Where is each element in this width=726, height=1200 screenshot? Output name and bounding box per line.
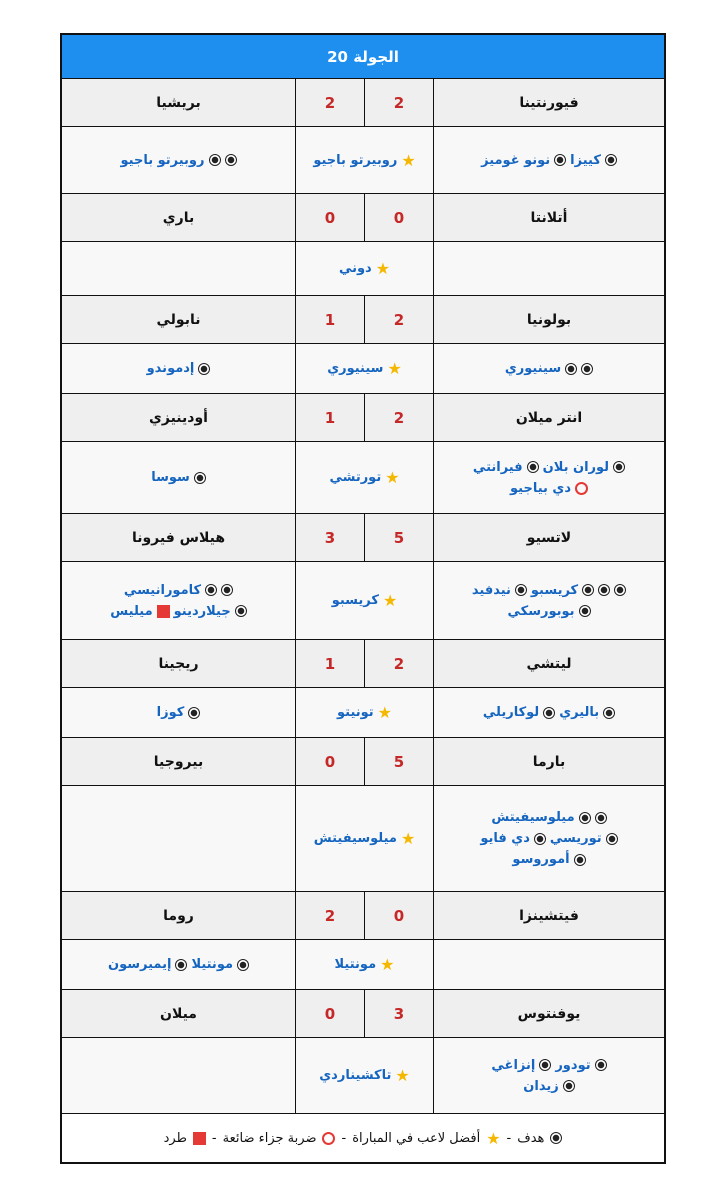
detail-row [62,127,664,194]
star-icon: ★ [380,955,395,974]
legend-sep: - [506,1130,512,1146]
mvp-name: روبيرتو باجيو [313,152,398,168]
ball-icon [198,363,210,375]
star-icon: ★ [382,591,398,610]
event-line [121,153,237,168]
event-line [108,957,249,972]
red-card-icon [193,1132,206,1145]
score-row [62,990,664,1038]
player-name: توريسي [549,831,602,846]
mvp-line [339,259,390,278]
mvp-name: تورتشي [329,470,382,485]
legend-red-card: طرد [163,1130,187,1146]
away-scorers [62,562,295,639]
player-name: زيدان [523,1078,559,1094]
away-scorers [62,688,295,737]
red-card-icon [157,605,170,618]
mvp-name: سينيوري [327,361,384,376]
player-name: نونو غوميز [481,152,551,168]
away-goals: 1 [295,296,364,343]
ball-icon [574,854,586,866]
star-icon: ★ [401,150,416,170]
away-team: ريجينا [158,655,199,672]
event-line [481,153,617,168]
away-team: أودينيزي [149,409,208,426]
player-name: نيدفيد [471,582,511,598]
player-name: دي فايو [480,831,530,846]
star-icon: ★ [377,703,393,722]
home-team: يوفنتوس [433,990,664,1037]
away-team: بريشيا [156,94,201,111]
mvp-line [314,829,416,848]
home-team: انتر ميلان [433,394,664,441]
away-goals: 1 [295,394,364,441]
star-icon: ★ [395,1066,410,1085]
event-line [491,810,606,825]
round-title: الجولة 20 [62,35,664,79]
ball-icon [534,833,546,845]
player-name: باليري [559,705,600,720]
mvp-cell [295,442,433,513]
legend-mvp: أفضل لاعب في المباراة [352,1130,481,1146]
player-name: جيلاردينو [173,603,231,619]
mvp-cell [295,1038,433,1113]
mvp-name: ميلوسيفيتش [313,831,397,846]
event-line [157,705,201,720]
player-name: إيميرسون [107,957,172,972]
home-team: أتلانتا [433,194,664,241]
event-line [151,470,206,485]
away-team: روما [163,907,194,924]
away-team: باري [162,209,195,226]
event-line [473,460,625,475]
away-goals: 2 [295,79,364,126]
mvp-line [329,468,399,487]
away-goals: 0 [295,194,364,241]
player-name: أموروسو [512,852,570,867]
mvp-name: مونتيلا [334,957,377,972]
home-goals: 5 [364,514,433,561]
home-scorers [433,242,664,295]
legend-missed-penalty: ضربة جزاء ضائعة [222,1130,317,1146]
ball-icon [237,959,249,971]
home-scorers [433,688,664,737]
event-line [483,705,615,720]
home-team: فيورنتينا [433,79,664,126]
score-row [62,394,664,442]
ball-icon [205,584,217,596]
detail-row [62,562,664,640]
player-name: ميليس [110,603,153,619]
home-scorers [433,940,664,989]
ball-icon [515,584,527,596]
mvp-cell [295,127,433,193]
ball-icon [543,707,555,719]
ball-icon [595,812,607,824]
mvp-cell [295,242,433,295]
event-line [491,1058,606,1073]
mvp-cell [295,786,433,891]
event-line [147,361,211,376]
away-team: نابولي [156,311,201,328]
home-scorers [433,1038,664,1113]
ball-icon [209,154,221,166]
star-icon: ★ [400,829,416,848]
player-name: تودور [555,1057,591,1073]
away-scorers [62,242,295,295]
home-team: بارما [433,738,664,785]
ball-icon [527,461,539,473]
away-scorers [62,786,295,891]
star-icon: ★ [385,468,400,487]
mvp-cell [295,344,433,393]
away-scorers [62,442,295,513]
mvp-cell [295,940,433,989]
home-scorers [433,442,664,513]
ball-icon [175,959,187,971]
mvp-line [335,955,395,974]
event-line [505,361,593,376]
ball-icon [582,584,594,596]
player-name: سوسا [151,470,190,485]
round-table [60,33,666,1164]
player-name: سينيوري [504,361,562,376]
player-name: إنزاغي [491,1057,536,1073]
mvp-line [327,359,402,378]
score-row [62,892,664,940]
away-scorers [62,1038,295,1113]
event-line [124,583,233,598]
event-line [472,583,626,598]
mvp-name: تونيتو [336,705,374,720]
score-row [62,738,664,786]
detail-row [62,1038,664,1114]
away-team: ميلان [160,1005,197,1022]
home-goals: 2 [364,79,433,126]
score-row [62,640,664,688]
event-line [480,831,617,846]
event-line [510,481,588,496]
home-goals: 5 [364,738,433,785]
detail-row [62,242,664,296]
detail-row [62,344,664,394]
player-name: فيرانتي [472,459,523,475]
ball-icon [595,1059,607,1071]
ball-icon [550,1132,562,1144]
away-scorers [62,940,295,989]
mvp-cell [295,562,433,639]
detail-row [62,940,664,990]
away-scorers [62,344,295,393]
detail-row [62,688,664,738]
ball-icon [194,472,206,484]
ball-icon [606,833,618,845]
home-goals: 2 [364,394,433,441]
ball-icon [565,363,577,375]
home-scorers [433,127,664,193]
score-row [62,514,664,562]
star-icon: ★ [486,1128,501,1148]
player-name: ميلوسيفيتش [491,810,575,825]
home-team: فيتشينزا [433,892,664,939]
home-scorers [433,344,664,393]
player-name: بوبورسكي [507,603,575,619]
legend-goal: هدف [517,1130,545,1146]
score-row [62,296,664,344]
away-goals: 3 [295,514,364,561]
home-team: ليتشي [433,640,664,687]
legend-sep: - [341,1130,347,1146]
ball-icon [598,584,610,596]
player-name: كامورانيسي [123,582,202,598]
ball-icon [579,812,591,824]
ball-icon [579,605,591,617]
star-icon: ★ [375,259,391,278]
legend-sep: - [211,1130,217,1146]
player-name: كريسبو [530,582,579,598]
mvp-line [319,1066,409,1085]
event-line [523,1079,574,1094]
mvp-name: كريسبو [331,593,379,608]
event-line [512,852,585,867]
ball-icon [581,363,593,375]
ball-icon [603,707,615,719]
home-team: بولونيا [433,296,664,343]
mvp-cell [295,688,433,737]
ball-icon [605,154,617,166]
away-goals: 2 [295,892,364,939]
mvp-name: تاكشيناردي [319,1068,392,1083]
ball-icon [613,461,625,473]
ball-icon [235,605,247,617]
event-line [110,604,246,619]
star-icon: ★ [387,359,402,378]
player-name: مونتيلا [191,957,234,972]
score-row [62,194,664,242]
away-goals: 0 [295,738,364,785]
mvp-line [313,151,415,170]
ball-icon [539,1059,551,1071]
home-goals: 0 [364,194,433,241]
away-goals: 1 [295,640,364,687]
player-name: كييزا [570,152,601,168]
mvp-name: دوني [338,261,372,276]
missed-penalty-icon [575,482,588,495]
away-scorers [62,127,295,193]
home-goals: 0 [364,892,433,939]
home-goals: 2 [364,640,433,687]
player-name: روبيرتو باجيو [120,152,205,168]
home-team: لاتسيو [433,514,664,561]
away-team: هيلاس فيرونا [131,529,226,546]
ball-icon [225,154,237,166]
detail-row [62,442,664,514]
ball-icon [221,584,233,596]
event-line [507,604,590,619]
player-name: لوران بلان [542,459,610,475]
legend [62,1114,664,1162]
player-name: كوزا [156,705,185,720]
player-name: دي بياجيو [510,480,572,496]
ball-icon [563,1080,575,1092]
ball-icon [188,707,200,719]
away-team: بيروجيا [153,753,204,770]
player-name: لوكاريلي [482,705,540,720]
home-goals: 2 [364,296,433,343]
missed-penalty-icon [322,1132,335,1145]
matches-list [62,79,664,1114]
score-row [62,79,664,127]
mvp-line [332,591,398,610]
home-goals: 3 [364,990,433,1037]
away-goals: 0 [295,990,364,1037]
detail-row [62,786,664,892]
mvp-line [337,703,392,722]
ball-icon [554,154,566,166]
home-scorers [433,786,664,891]
ball-icon [614,584,626,596]
player-name: إدموندو [146,361,195,376]
home-scorers [433,562,664,639]
